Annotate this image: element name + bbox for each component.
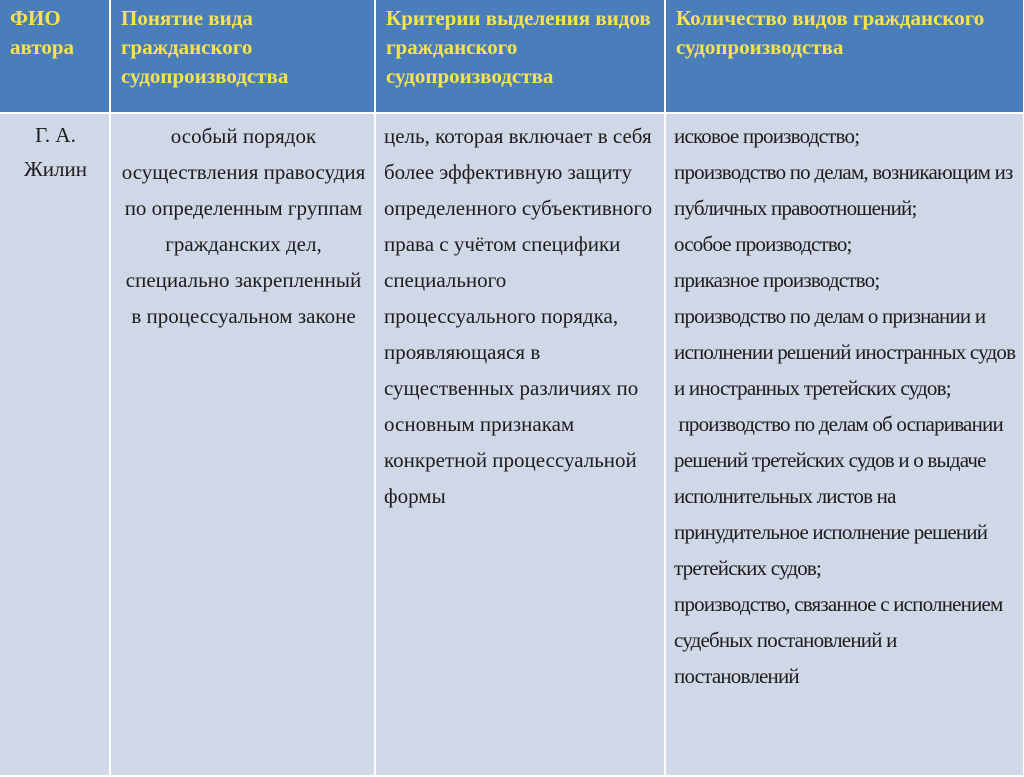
cell-concept: особый порядок осуществления правосудия по определенным группам гражданских дел, специально закрепленный в процессуальном законе xyxy=(110,113,375,776)
header-count: Количество видов гражданского судопроизводства xyxy=(665,0,1024,113)
type-item: производство по делам об оспаривании решений третейских судов и о выдаче исполнительных листов на принудительное исполнение решений третейских судов; xyxy=(674,412,1008,580)
type-item: производство по делам, возникающим из публичных правоотношений; xyxy=(674,160,1013,220)
cell-criteria: цель, которая включает в себя более эффективную защиту определенного субъективного права с учётом специфики специального процессуального порядка, проявляющаяся в существенных различиях по основным признакам конкретной процессуальной формы xyxy=(375,113,665,776)
type-item: приказное производство; xyxy=(674,268,880,292)
header-author: ФИО автора xyxy=(0,0,110,113)
type-item: исковое производство; xyxy=(674,124,860,148)
type-item: особое производство; xyxy=(674,232,852,256)
table-row xyxy=(0,113,1024,776)
type-item: производство по делам о признании и исполнении решений иностранных судов и иностранных третейских судов; xyxy=(674,304,1016,400)
header-concept: Понятие вида гражданского судопроизводства xyxy=(110,0,375,113)
header-criteria: Критерии выделения видов гражданского судопроизводства xyxy=(375,0,665,113)
cell-types xyxy=(665,113,1024,776)
cell-author: Г. А. Жилин xyxy=(0,113,110,776)
type-item: производство, связанное с исполнением судебных постановлений и постановлений xyxy=(674,592,1003,688)
table-header-row xyxy=(0,0,1024,113)
